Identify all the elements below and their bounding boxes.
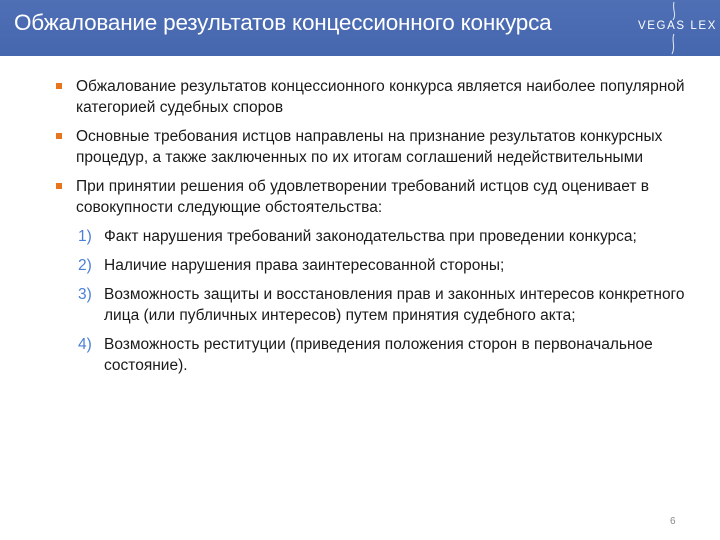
item-number: 2)	[78, 257, 92, 274]
slide-body	[56, 76, 686, 384]
page-number: 6	[670, 516, 676, 527]
bullet-item	[56, 126, 686, 168]
square-bullet-icon	[56, 83, 62, 89]
numbered-item	[56, 226, 686, 247]
bullet-text: Обжалование результатов концессионного конкурса является наиболее популярной категорией судебных споров	[76, 78, 685, 116]
bullet-text: При принятии решения об удовлетворении требований истцов суд оценивает в совокупности следующие обстоятельства:	[76, 178, 650, 216]
square-bullet-icon	[56, 183, 62, 189]
item-number: 3)	[78, 286, 92, 303]
square-bullet-icon	[56, 133, 62, 139]
item-text: Факт нарушения требований законодательства при проведении конкурса;	[104, 228, 637, 245]
bullet-item	[56, 76, 686, 118]
item-text: Возможность реституции (приведения положения сторон в первоначальное состояние).	[104, 336, 653, 374]
item-number: 4)	[78, 336, 92, 353]
logo-text: VEGAS LEX	[638, 20, 717, 32]
item-number: 1)	[78, 228, 92, 245]
vegas-lex-logo	[636, 0, 717, 56]
numbered-item	[56, 255, 686, 276]
numbered-item	[56, 284, 686, 326]
item-text: Наличие нарушения права заинтересованной стороны;	[104, 257, 505, 274]
item-text: Возможность защиты и восстановления прав и законных интересов конкретного лица (или публичных интересов) путем принятия судебного акта;	[104, 286, 685, 324]
slide-header	[0, 0, 720, 56]
bullet-text: Основные требования истцов направлены на признание результатов конкурсных процедур, а также заключенных по их итогам соглашений недействительными	[76, 128, 663, 166]
slide-title: Обжалование результатов концессионного конкурса	[14, 10, 552, 35]
numbered-item	[56, 334, 686, 376]
bullet-item	[56, 176, 686, 218]
